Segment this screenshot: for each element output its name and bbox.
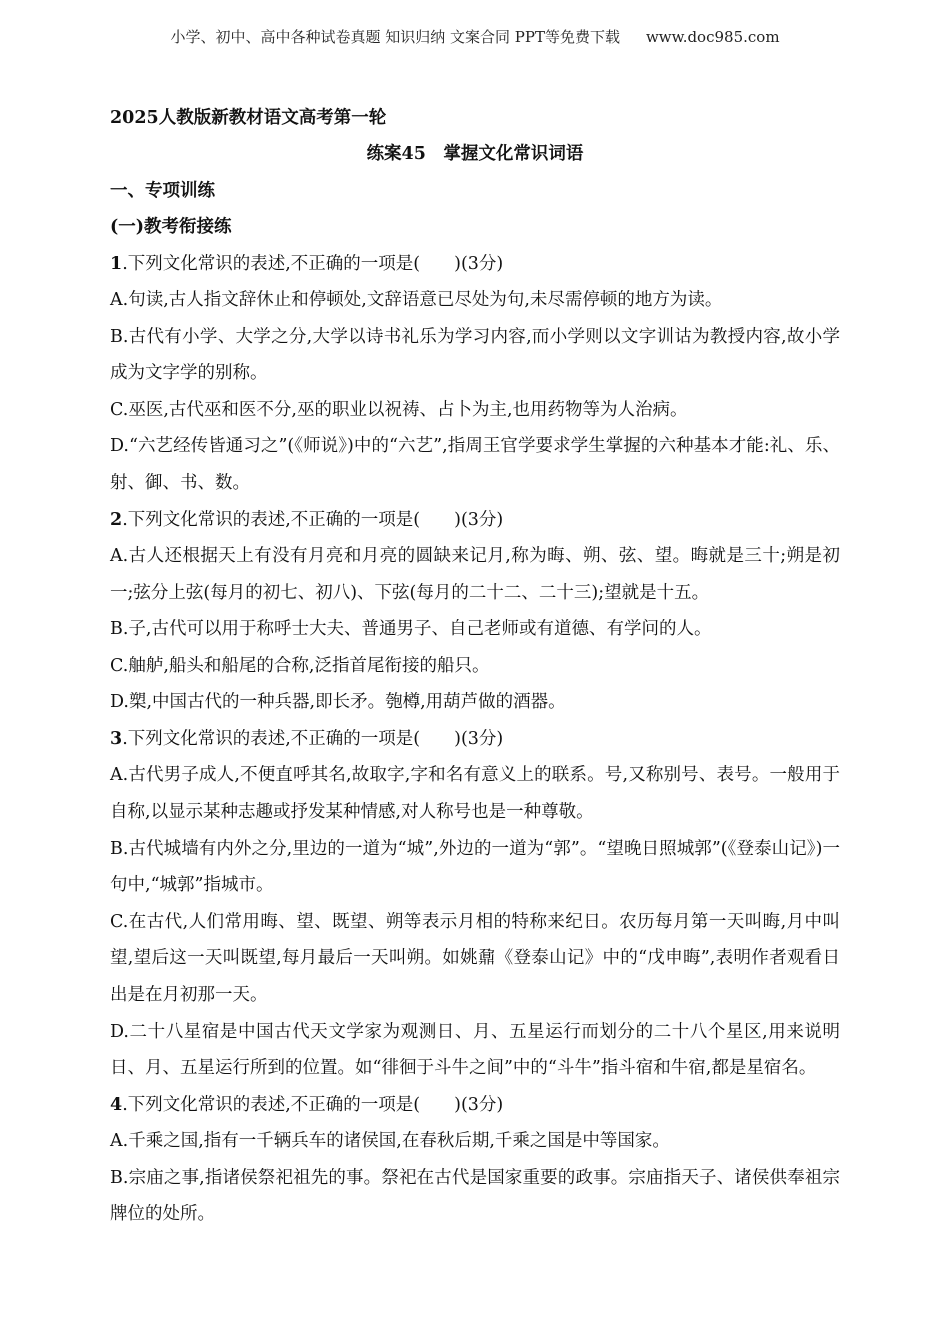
question-stem-text: .下列文化常识的表述,不正确的一项是( xyxy=(122,253,421,274)
option-a: A.千乘之国,指有一千辆兵车的诸侯国,在春秋后期,千乘之国是中等国家。 xyxy=(110,1131,670,1152)
question-score: )(3分) xyxy=(454,728,504,749)
option-b: B.古代有小学、大学之分,大学以诗书礼乐为学习内容,而小学则以文字训诂为教授内容,故小学成为文字学的别称。 xyxy=(110,326,840,384)
option-d: D.二十八星宿是中国古代天文学家为观测日、月、五星运行而划分的二十八个星区,用来说明日、月、五星运行所到的位置。如“徘徊于斗牛之间”中的“斗牛”指斗宿和牛宿,都是星宿名。 xyxy=(110,1021,840,1079)
question-score: )(3分) xyxy=(454,509,504,530)
header-url[interactable]: www.doc985.com xyxy=(645,28,780,46)
question-score: )(3分) xyxy=(454,1094,504,1115)
question-number: 1 xyxy=(110,253,123,274)
option-a: A.古代男子成人,不便直呼其名,故取字,字和名有意义上的联系。号,又称别号、表号。一般用于自称,以显示某种志趣或抒发某种情感,对人称号也是一种尊敬。 xyxy=(110,765,840,822)
question-stem-text: .下列文化常识的表述,不正确的一项是( xyxy=(122,509,421,530)
question-number: 4 xyxy=(110,1094,123,1115)
question-4 xyxy=(110,1087,840,1233)
question-stem-text: .下列文化常识的表述,不正确的一项是( xyxy=(122,728,421,749)
option-d: D.“六艺经传皆通习之”(《师说》)中的“六艺”,指周王官学要求学生掌握的六种基本才能:礼、乐、射、御、书、数。 xyxy=(110,436,840,493)
question-number: 2 xyxy=(110,509,123,530)
option-b: B.宗庙之事,指诸侯祭祀祖先的事。祭祀在古代是国家重要的政事。宗庙指天子、诸侯供奉祖宗牌位的处所。 xyxy=(110,1167,840,1225)
question-score: )(3分) xyxy=(454,253,504,274)
option-b: B.子,古代可以用于称呼士大夫、普通男子、自己老师或有道德、有学问的人。 xyxy=(110,619,712,640)
document-subtitle: 练案45 掌握文化常识词语 xyxy=(366,144,584,165)
option-a: A.句读,古人指文辞休止和停顿处,文辞语意已尽处为句,未尽需停顿的地方为读。 xyxy=(110,290,723,311)
option-d: D.槊,中国古代的一种兵器,即长矛。匏樽,用葫芦做的酒器。 xyxy=(110,692,566,713)
section-heading: 一、专项训练 xyxy=(110,180,215,201)
subsection-heading: (一)教考衔接练 xyxy=(110,217,232,238)
option-c: C.在古代,人们常用晦、望、既望、朔等表示月相的特称来纪日。农历每月第一天叫晦,月中叫望,望后这一天叫既望,每月最后一天叫朔。如姚鼐《登泰山记》中的“戊申晦”,表明作者观看日出是在月初那一天。 xyxy=(110,911,840,1005)
question-stem xyxy=(110,246,840,282)
question-stem xyxy=(110,502,840,538)
question-1 xyxy=(110,246,840,502)
question-number: 3 xyxy=(110,728,123,749)
option-c: C.舳舻,船头和船尾的合称,泛指首尾衔接的船只。 xyxy=(110,655,490,676)
page-header xyxy=(0,26,950,47)
option-c: C.巫医,古代巫和医不分,巫的职业以祝祷、占卜为主,也用药物等为人治病。 xyxy=(110,399,688,420)
option-a: A.古人还根据天上有没有月亮和月亮的圆缺来记月,称为晦、朔、弦、望。晦就是三十;朔是初一;弦分上弦(每月的初七、初八)、下弦(每月的二十二、二十三);望就是十五。 xyxy=(110,546,840,603)
question-stem xyxy=(110,1087,840,1123)
question-stem xyxy=(110,721,840,757)
option-b: B.古代城墙有内外之分,里边的一道为“城”,外边的一道为“郭”。“望晚日照城郭”(《登泰山记》)一句中,“城郭”指城市。 xyxy=(110,838,840,896)
question-2 xyxy=(110,502,840,721)
document-title: 2025人教版新教材语文高考第一轮 xyxy=(110,108,387,128)
question-stem-text: .下列文化常识的表述,不正确的一项是( xyxy=(122,1094,421,1115)
document-body xyxy=(110,100,840,1233)
header-tagline: 小学、初中、高中各种试卷真题 知识归纳 文案合同 PPT等免费下载 xyxy=(170,28,620,46)
question-3 xyxy=(110,721,840,1087)
